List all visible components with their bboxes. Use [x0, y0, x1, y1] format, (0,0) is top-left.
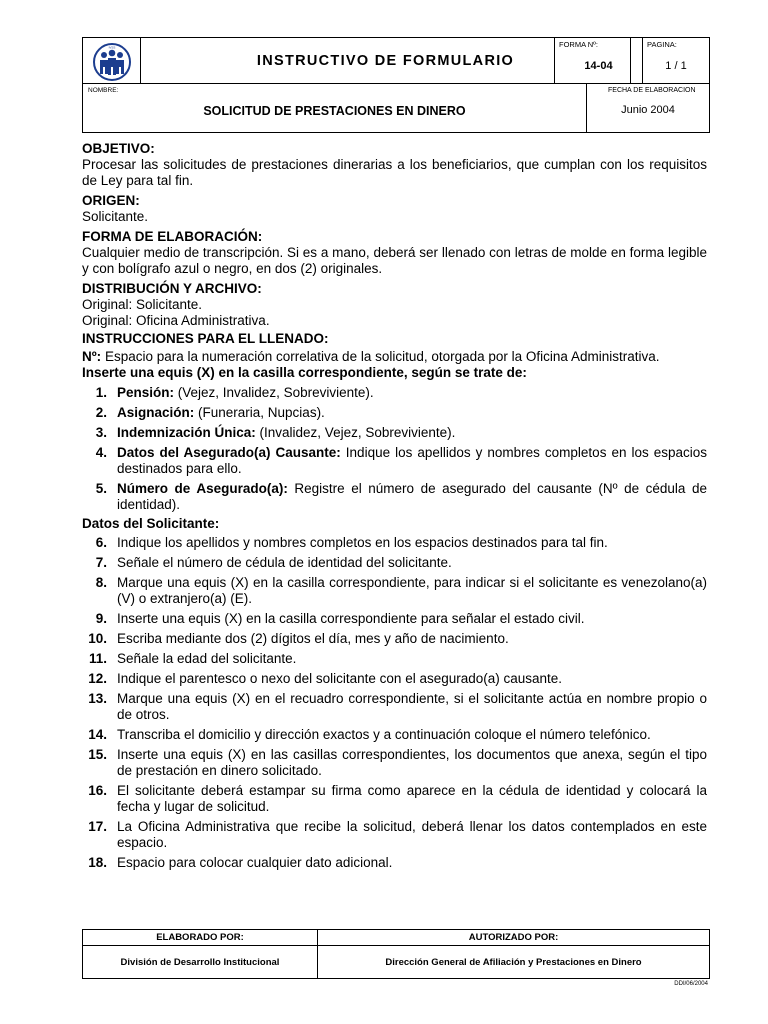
instruction-item [82, 691, 707, 723]
item-text: Inserte una equis (X) en las casillas correspondientes, los documentos que anexa, según el tipo de prestación en dinero solicitado. [117, 747, 707, 778]
item-number: 13. [88, 691, 107, 706]
item-number: 5. [95, 481, 107, 496]
item-text: (Invalidez, Vejez, Sobreviviente). [255, 425, 456, 440]
approval-footer [82, 929, 710, 979]
item-text: Señale el número de cédula de identidad del solicitante. [117, 555, 452, 570]
instruction-item [82, 535, 707, 551]
elaborado-label: ELABORADO POR: [83, 930, 318, 946]
objetivo-text: Procesar las solicitudes de prestaciones dinerarias a los beneficiarios, que cumplan con los requisitos de Ley para tal fin. [82, 157, 707, 188]
instruction-item [82, 783, 707, 815]
item-number: 10. [88, 631, 107, 646]
item-text: Indique el parentesco o nexo del solicitante con el asegurado(a) causante. [117, 671, 563, 686]
fecha-cell [587, 84, 709, 132]
origen-heading: ORIGEN: [82, 193, 140, 208]
datos-solicitante-heading: Datos del Solicitante: [82, 516, 220, 531]
item-text: La Oficina Administrativa que recibe la solicitud, deberá llenar los datos contemplados en este espacio. [117, 819, 707, 850]
instruction-item [82, 385, 707, 401]
pagina-cell [643, 38, 709, 84]
forma-elaboracion-heading: FORMA DE ELABORACIÓN: [82, 229, 263, 244]
item-number: 11. [88, 651, 107, 666]
document-code: DDI/06/2004 [674, 981, 708, 987]
form-header [82, 37, 710, 133]
objetivo-heading: OBJETIVO: [82, 141, 155, 156]
pagina-label: PAGINA: [647, 40, 677, 49]
instruction-item [82, 727, 707, 743]
instruction-item [82, 481, 707, 513]
distribucion-line-2: Original: Oficina Administrativa. [82, 313, 270, 328]
nombre-cell [83, 84, 587, 132]
item-number: 17. [88, 819, 107, 834]
item-number: 9. [95, 611, 107, 626]
instruction-item [82, 747, 707, 779]
item-text: Transcriba el domicilio y dirección exactos y a continuación coloque el número telefónico. [117, 727, 651, 742]
item-number: 14. [88, 727, 107, 742]
item-text: Indique los apellidos y nombres completos en los espacios destinados para ello. [117, 445, 707, 476]
instruction-item [82, 819, 707, 851]
instruction-item [82, 631, 707, 647]
instrucciones-heading: INSTRUCCIONES PARA EL LLENADO: [82, 331, 329, 346]
item-text: Indique los apellidos y nombres completos en los espacios destinados para tal fin. [117, 535, 608, 550]
item-text: El solicitante deberá estampar su firma como aparece en la cédula de identidad y colocará la fecha y lugar de solicitud. [117, 783, 707, 814]
item-number: 8. [95, 575, 107, 590]
item-number: 4. [95, 445, 107, 460]
fecha-label: FECHA DE ELABORACION [608, 87, 696, 94]
instruction-item [82, 671, 707, 687]
logo [83, 38, 141, 84]
instruction-list-b [82, 535, 707, 871]
document-body [82, 141, 707, 875]
instruction-item [82, 425, 707, 441]
origen-text: Solicitante. [82, 209, 149, 224]
item-number: 3. [95, 425, 107, 440]
svg-text:IVSS: IVSS [108, 45, 115, 49]
item-term: Indemnización Única: [117, 425, 256, 440]
item-text: Inserte una equis (X) en la casilla correspondiente para señalar el estado civil. [117, 611, 585, 626]
autorizado-value: Dirección General de Afiliación y Prestaciones en Dinero [385, 956, 642, 968]
instruction-item [82, 611, 707, 627]
instruction-item [82, 445, 707, 477]
pagina-value: 1 / 1 [665, 60, 687, 72]
numero-instruction [82, 349, 707, 365]
nombre-label: NOMBRE: [88, 87, 119, 94]
item-text: Marque una equis (X) en la casilla correspondiente, para indicar si el solicitante es venezolano(a) (V) o extranjero(a) (E). [117, 575, 707, 606]
numero-label: Nº: [82, 349, 102, 364]
forma-label: FORMA Nº: [559, 40, 598, 49]
instruction-item [82, 575, 707, 607]
inserte-instruction: Inserte una equis (X) en la casilla correspondiente, según se trate de: [82, 365, 527, 380]
item-number: 6. [95, 535, 107, 550]
autorizado-label: AUTORIZADO POR: [318, 930, 709, 946]
instruction-list-a [82, 385, 707, 513]
item-number: 2. [95, 405, 107, 420]
nombre-value: SOLICITUD DE PRESTACIONES EN DINERO [203, 104, 466, 118]
item-text: Señale la edad del solicitante. [117, 651, 297, 666]
item-number: 12. [88, 671, 107, 686]
item-number: 1. [95, 385, 107, 400]
item-text: Espacio para colocar cualquier dato adicional. [117, 855, 393, 870]
distribucion-line-1: Original: Solicitante. [82, 297, 203, 312]
item-number: 7. [95, 555, 107, 570]
instruction-item [82, 555, 707, 571]
fecha-value: Junio 2004 [621, 104, 675, 116]
item-text: (Funeraria, Nupcias). [194, 405, 325, 420]
item-term: Pensión: [117, 385, 175, 400]
forma-value: 14-04 [584, 60, 613, 72]
item-text: Marque una equis (X) en el recuadro correspondiente, si el solicitante actúa en nombre propio o de otros. [117, 691, 707, 722]
item-text: (Vejez, Invalidez, Sobreviviente). [174, 385, 374, 400]
item-number: 16. [88, 783, 107, 798]
item-number: 18. [88, 855, 107, 870]
item-term: Número de Asegurado(a): [117, 481, 288, 496]
elaborado-value: División de Desarrollo Institucional [83, 946, 318, 978]
item-text: Registre el número de asegurado del causante (Nº de cédula de identidad). [117, 481, 707, 512]
item-term: Asignación: [117, 405, 195, 420]
item-term: Datos del Asegurado(a) Causante: [117, 445, 341, 460]
numero-text: Espacio para la numeración correlativa de la solicitud, otorgada por la Oficina Administrativa. [101, 349, 660, 364]
instruction-item [82, 651, 707, 667]
item-text: Escriba mediante dos (2) dígitos el día, mes y año de nacimiento. [117, 631, 509, 646]
forma-number-cell [554, 38, 643, 84]
family-logo-icon [90, 41, 134, 81]
forma-elaboracion-text: Cualquier medio de transcripción. Si es a mano, deberá ser llenado con letras de molde en forma legible y con bolígrafo azul o negro, en dos (2) originales. [82, 245, 707, 276]
instruction-item [82, 405, 707, 421]
form-title: INSTRUCTIVO DE FORMULARIO [141, 38, 631, 84]
instruction-item [82, 855, 707, 871]
item-number: 15. [88, 747, 107, 762]
distribucion-heading: DISTRIBUCIÓN Y ARCHIVO: [82, 281, 262, 296]
